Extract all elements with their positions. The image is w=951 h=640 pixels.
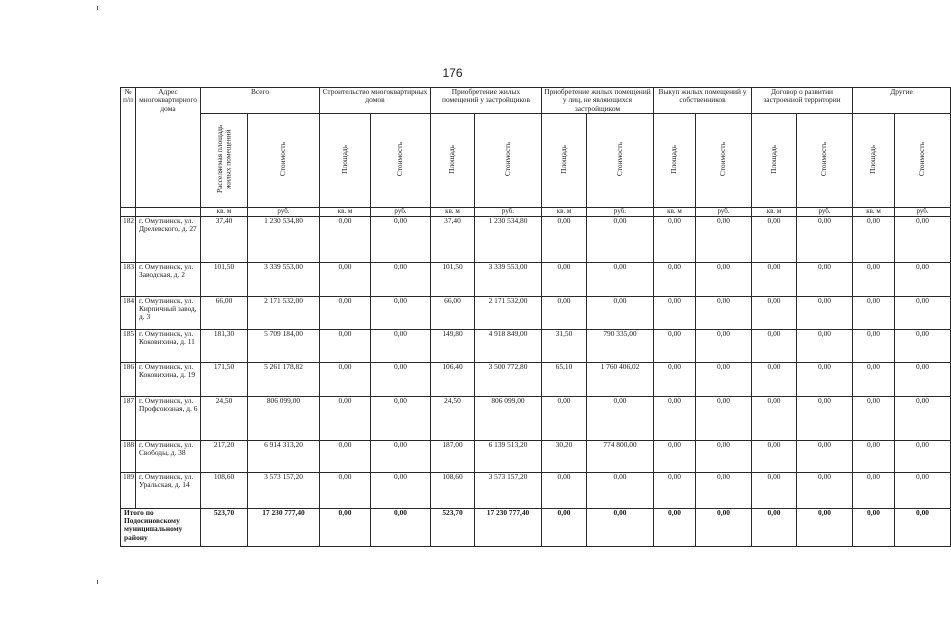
cell: 0,00 [853,296,895,329]
cell: 6 139 513,20 [475,440,542,472]
total-cell: 523,70 [201,508,248,546]
row-number: 188 [121,440,136,472]
header-construction-area: Площадь [320,113,371,207]
cell: 106,40 [431,362,475,396]
units-row [121,207,951,216]
cell: 6 914 313,20 [248,440,320,472]
cell: 0,00 [654,262,696,296]
row-number: 182 [121,216,136,262]
unit-rub: руб. [797,207,853,216]
row-address: г. Омутнинск, ул. Профсоюзная, д. 6 [136,396,201,440]
cell: 0,00 [320,440,371,472]
cell: 187,00 [431,440,475,472]
cell: 0,00 [797,262,853,296]
cell: 0,00 [371,472,431,508]
header-dev-contract-cost: Стоимость [797,113,853,207]
unit-sqm: кв. м [431,207,475,216]
cell: 2 171 532,00 [248,296,320,329]
cell: 790 335,00 [587,329,654,362]
cell: 0,00 [895,262,951,296]
row-number: 184 [121,296,136,329]
cell: 806 099,00 [248,396,320,440]
cell: 37,40 [201,216,248,262]
header-construction: Строительство многоквартирных домов [320,88,431,114]
table-row [121,262,951,296]
total-row [121,508,951,546]
cell: 0,00 [587,396,654,440]
cell: 0,00 [853,216,895,262]
cell: 0,00 [542,296,587,329]
cell: 0,00 [853,440,895,472]
cell: 3 500 772,80 [475,362,542,396]
cell: 171,50 [201,362,248,396]
total-cell: 17 230 777,40 [475,508,542,546]
row-number: 186 [121,362,136,396]
cell: 108,60 [431,472,475,508]
cell: 3 573 157,20 [248,472,320,508]
cell: 149,80 [431,329,475,362]
cell: 0,00 [654,440,696,472]
cell: 5 261 178,82 [248,362,320,396]
cell: 0,00 [853,396,895,440]
row-address: г. Омутнинск, ул. Уральская, д. 14 [136,472,201,508]
cell: 0,00 [895,472,951,508]
header-other-cost: Стоимость [895,113,951,207]
table-row [121,296,951,329]
total-cell: 17 230 777,40 [248,508,320,546]
cell: 0,00 [895,296,951,329]
cell: 0,00 [654,296,696,329]
cell: 0,00 [853,362,895,396]
cell: 0,00 [371,329,431,362]
cell: 0,00 [542,396,587,440]
header-buyout: Выкуп жилых помещений у собственников [654,88,752,114]
page-number: 176 [442,66,463,80]
row-address: г. Омутнинск, ул. Дрелевского, д. 27 [136,216,201,262]
header-purchase-dev-area: Площадь [431,113,475,207]
cell: 0,00 [853,329,895,362]
total-cell: 0,00 [853,508,895,546]
cell: 0,00 [371,362,431,396]
row-address: г. Омутнинск, ул. Коковихина, д. 11 [136,329,201,362]
cell: 24,50 [431,396,475,440]
cell: 0,00 [654,362,696,396]
cell: 30,20 [542,440,587,472]
cell: 1 230 534,80 [475,216,542,262]
header-other-area: Площадь [853,113,895,207]
cell: 108,60 [201,472,248,508]
unit-sqm: кв. м [320,207,371,216]
unit-rub: руб. [587,207,654,216]
cell: 0,00 [853,472,895,508]
header-other: Другие [853,88,951,114]
row-number: 187 [121,396,136,440]
header-purchase-other-area: Площадь [542,113,587,207]
cell: 101,50 [201,262,248,296]
header-total-cost: Стоимость [248,113,320,207]
unit-sqm: кв. м [654,207,696,216]
cell: 5 709 184,00 [248,329,320,362]
table-row [121,216,951,262]
table-body [121,216,951,546]
unit-rub: руб. [696,207,752,216]
header-address: Адрес многоквартирного дома [136,88,201,208]
cell: 0,00 [320,396,371,440]
total-cell: 0,00 [752,508,797,546]
cell: 0,00 [320,216,371,262]
cell: 0,00 [797,216,853,262]
header-buyout-cost: Стоимость [696,113,752,207]
header-num: № п/п [121,88,136,208]
cell: 0,00 [895,440,951,472]
total-cell: 0,00 [654,508,696,546]
cell: 774 800,00 [587,440,654,472]
cell: 0,00 [752,472,797,508]
cell: 0,00 [797,472,853,508]
cell: 66,00 [201,296,248,329]
cell: 0,00 [752,296,797,329]
cell: 0,00 [696,440,752,472]
cell: 3 339 553,00 [475,262,542,296]
row-number: 189 [121,472,136,508]
cell: 0,00 [320,296,371,329]
header-row-groups [121,88,951,114]
cell: 0,00 [797,329,853,362]
cell: 0,00 [752,216,797,262]
header-total: Всего [201,88,320,114]
cell: 0,00 [371,262,431,296]
unit-sqm: кв. м [542,207,587,216]
cell: 0,00 [696,216,752,262]
row-address: г. Омутнинск, ул. Кирпичный завод, д. 3 [136,296,201,329]
cell: 0,00 [654,472,696,508]
cell: 0,00 [371,296,431,329]
cell: 101,50 [431,262,475,296]
cell: 0,00 [696,262,752,296]
row-number: 183 [121,262,136,296]
unit-rub: руб. [475,207,542,216]
cell: 0,00 [797,396,853,440]
table-row [121,396,951,440]
unit-rub: руб. [371,207,431,216]
total-cell: 0,00 [895,508,951,546]
cell: 0,00 [895,329,951,362]
cell: 0,00 [696,329,752,362]
header-purchase-developer: Приобретение жилых помещений у застройщиков [431,88,542,114]
cell: 0,00 [895,396,951,440]
header-resettled-area: Расселяемая площадь жилых помещений [201,113,248,207]
cell: 0,00 [320,262,371,296]
total-cell: 0,00 [696,508,752,546]
header-row-subcolumns [121,113,951,207]
unit-rub: руб. [895,207,951,216]
cell: 0,00 [752,329,797,362]
cell: 181,30 [201,329,248,362]
header-purchase-other-cost: Стоимость [587,113,654,207]
cell: 0,00 [320,472,371,508]
table-row [121,472,951,508]
cell: 0,00 [371,396,431,440]
resettlement-table [120,87,951,547]
cell: 31,50 [542,329,587,362]
cell: 37,40 [431,216,475,262]
cell: 0,00 [752,440,797,472]
cell: 0,00 [654,329,696,362]
row-address: г. Омутнинск, ул. Заводская, д. 2 [136,262,201,296]
units-empty [136,207,201,216]
header-dev-contract-area: Площадь [752,113,797,207]
total-cell: 0,00 [797,508,853,546]
cell: 0,00 [696,472,752,508]
cell: 66,00 [431,296,475,329]
cell: 0,00 [752,262,797,296]
unit-sqm: кв. м [201,207,248,216]
header-construction-cost: Стоимость [371,113,431,207]
total-cell: 523,70 [431,508,475,546]
cell: 4 918 849,00 [475,329,542,362]
unit-rub: руб. [248,207,320,216]
header-purchase-dev-cost: Стоимость [475,113,542,207]
cell: 0,00 [797,440,853,472]
cell: 806 099,00 [475,396,542,440]
scan-speck [97,580,98,584]
cell: 0,00 [853,262,895,296]
cell: 65,10 [542,362,587,396]
cell: 0,00 [587,472,654,508]
row-address: г. Омутнинск, ул. Свободы, д. 38 [136,440,201,472]
cell: 0,00 [587,216,654,262]
table-row [121,362,951,396]
cell: 0,00 [797,362,853,396]
unit-sqm: кв. м [752,207,797,216]
cell: 0,00 [696,296,752,329]
cell: 2 171 532,00 [475,296,542,329]
cell: 0,00 [371,216,431,262]
table-row [121,440,951,472]
cell: 24,50 [201,396,248,440]
cell: 217,20 [201,440,248,472]
total-cell: 0,00 [371,508,431,546]
cell: 0,00 [752,362,797,396]
cell: 0,00 [587,262,654,296]
cell: 3 339 553,00 [248,262,320,296]
units-empty [121,207,136,216]
table-row [121,329,951,362]
header-development-contract: Договор о развитии застроенной территории [752,88,853,114]
cell: 0,00 [696,396,752,440]
scan-speck [97,6,98,10]
unit-sqm: кв. м [853,207,895,216]
cell: 0,00 [797,296,853,329]
cell: 1 760 406,02 [587,362,654,396]
row-address: г. Омутнинск, ул. Коковихина, д. 19 [136,362,201,396]
cell: 1 230 534,80 [248,216,320,262]
cell: 0,00 [587,296,654,329]
cell: 0,00 [696,362,752,396]
cell: 0,00 [542,216,587,262]
cell: 3 573 157,20 [475,472,542,508]
total-cell: 0,00 [542,508,587,546]
cell: 0,00 [371,440,431,472]
total-label: Итого по Подосиновскому муниципальному району [121,508,201,546]
header-purchase-other: Приобретение жилых помещений у лиц, не являющихся застройщиком [542,88,654,114]
cell: 0,00 [542,262,587,296]
cell: 0,00 [895,216,951,262]
cell: 0,00 [320,362,371,396]
total-cell: 0,00 [587,508,654,546]
total-cell: 0,00 [320,508,371,546]
cell: 0,00 [654,216,696,262]
header-buyout-area: Площадь [654,113,696,207]
cell: 0,00 [320,329,371,362]
cell: 0,00 [752,396,797,440]
cell: 0,00 [654,396,696,440]
cell: 0,00 [895,362,951,396]
row-number: 185 [121,329,136,362]
cell: 0,00 [542,472,587,508]
